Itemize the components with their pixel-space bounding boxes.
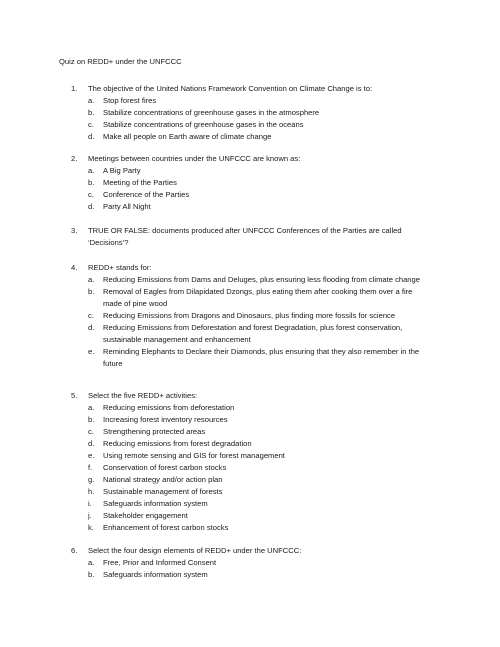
question-2 [71,153,431,213]
option-letter: g. [88,475,95,484]
option-item [88,286,431,310]
option-text: Removal of Eagles from Dilapidated Dzongs, plus eating them after cooking them over a fire made of pine wood [103,287,413,308]
option-text: Reducing emissions from deforestation [103,403,235,412]
option-text: Safeguards information system [103,570,208,579]
option-list [88,557,431,581]
option-item [88,402,431,414]
option-letter: k. [88,523,94,532]
page-title: Quiz on REDD+ under the UNFCCC [59,57,182,66]
option-text: Reducing Emissions from Deforestation and forest Degradation, plus forest conservation, sustainable management and enhancement [103,323,403,344]
option-item [88,474,431,486]
option-letter: e. [88,347,95,356]
option-letter: b. [88,108,95,117]
option-item [88,107,431,119]
question-text: REDD+ stands for: [88,263,152,272]
option-text: Stabilize concentrations of greenhouse gases in the oceans [103,120,304,129]
question-text: TRUE OR FALSE: documents produced after UNFCCC Conferences of the Parties are called ‘Decisions’? [88,226,402,247]
question-text: Select the four design elements of REDD+ under the UNFCCC: [88,546,302,555]
option-text: Reducing Emissions from Dragons and Dinosaurs, plus finding more fossils for science [103,311,396,320]
option-text: Conference of the Parties [103,190,190,199]
option-item [88,486,431,498]
option-text: A Big Party [103,166,141,175]
option-text: Conservation of forest carbon stocks [103,463,227,472]
option-item [88,177,431,189]
option-letter: c. [88,120,94,129]
option-item [88,274,431,286]
option-letter: a. [88,166,95,175]
option-item [88,426,431,438]
option-item [88,462,431,474]
option-letter: d. [88,202,95,211]
option-item [88,165,431,177]
option-item [88,498,431,510]
option-text: Reducing Emissions from Dams and Deluges, plus ensuring less flooding from climate change [103,275,420,284]
option-text: Stop forest fires [103,96,157,105]
option-letter: b. [88,570,95,579]
option-text: Sustainable management of forests [103,487,223,496]
question-number: 2. [71,154,78,163]
option-text: Strengthening protected areas [103,427,206,436]
option-letter: c. [88,190,94,199]
question-6 [71,545,431,581]
option-item [88,557,431,569]
option-item [88,310,431,322]
option-text: Enhancement of forest carbon stocks [103,523,229,532]
option-text: Make all people on Earth aware of climate change [103,132,272,141]
option-letter: b. [88,287,95,296]
option-letter: b. [88,178,95,187]
option-list [88,165,431,213]
option-letter: d. [88,323,95,332]
option-item [88,569,431,581]
question-number: 3. [71,226,78,235]
option-letter: b. [88,415,95,424]
option-item [88,322,431,346]
option-letter: i. [88,499,92,508]
question-text: Select the five REDD+ activities: [88,391,198,400]
option-item [88,131,431,143]
option-item [88,414,431,426]
option-item [88,510,431,522]
question-number: 4. [71,263,78,272]
option-letter: c. [88,311,94,320]
option-item [88,201,431,213]
option-letter: a. [88,403,95,412]
option-letter: j. [88,511,92,520]
option-text: Meeting of the Parties [103,178,177,187]
option-text: Party All Night [103,202,151,211]
option-item [88,522,431,534]
option-text: Increasing forest inventory resources [103,415,228,424]
option-list [88,95,431,143]
question-5 [71,390,431,534]
question-number: 6. [71,546,78,555]
option-item [88,438,431,450]
option-letter: f. [88,463,93,472]
option-text: National strategy and/or action plan [103,475,223,484]
option-text: Stakeholder engagement [103,511,188,520]
question-number: 5. [71,391,78,400]
question-4 [71,262,431,370]
question-3 [71,225,431,249]
option-letter: c. [88,427,94,436]
option-text: Reducing emissions from forest degradation [103,439,252,448]
option-item [88,95,431,107]
option-list [88,402,431,534]
option-item [88,450,431,462]
option-list [88,274,431,370]
question-text: Meetings between countries under the UNFCCC are known as: [88,154,301,163]
option-letter: a. [88,558,95,567]
option-item [88,189,431,201]
option-letter: a. [88,96,95,105]
option-item [88,346,431,370]
option-text: Using remote sensing and GIS for forest management [103,451,285,460]
option-letter: d. [88,132,95,141]
option-item [88,119,431,131]
option-text: Safeguards information system [103,499,208,508]
option-text: Stabilize concentrations of greenhouse gases in the atmosphere [103,108,320,117]
option-text: Reminding Elephants to Declare their Diamonds, plus ensuring that they also remember in the future [103,347,420,368]
option-letter: e. [88,451,95,460]
option-letter: a. [88,275,95,284]
question-number: 1. [71,84,78,93]
question-1 [71,83,431,143]
option-text: Free, Prior and Informed Consent [103,558,217,567]
option-letter: d. [88,439,95,448]
option-letter: h. [88,487,95,496]
question-text: The objective of the United Nations Framework Convention on Climate Change is to: [88,84,373,93]
